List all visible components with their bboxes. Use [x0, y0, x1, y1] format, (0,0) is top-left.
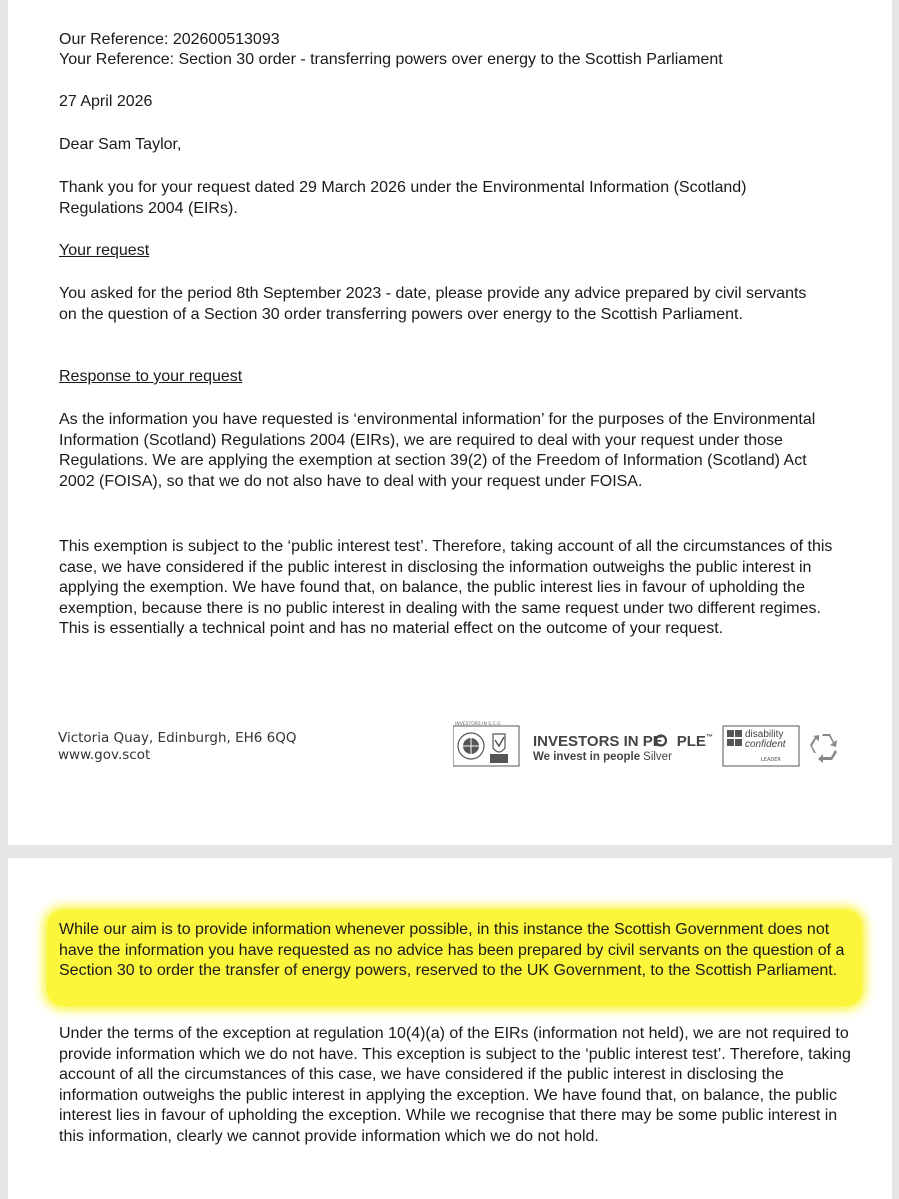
iso-accreditation-logo	[453, 721, 519, 766]
letter-page-2	[8, 858, 892, 1199]
highlighted-paragraph: While our aim is to provide information whenever possible, in this instance the Scottish Government does not have the information you have requested as no advice has been prepared by civil servants on the question of a Section 30 to order the transfer of energy powers, reserved to the UK Government, to the Scottish Parliament.	[59, 921, 845, 979]
recycle-icon	[810, 734, 837, 763]
svg-text:confident: confident	[745, 739, 786, 750]
response-paragraph-2: This exemption is subject to the ‘public interest test’. Therefore, taking account of all the circumstances of this case, we have considered if the public interest in disclosing the information outweighs the public interest in applying the exemption. We have found that, on balance, the public interest lies in favour of upholding the exemption, because there is no public interest in dealing with the same request under two different regimes. This is essentially a technical point and has no material effect on the outcome of your request.	[59, 538, 833, 637]
footer-address: Victoria Quay, Edinburgh, EH6 6QQ	[58, 730, 297, 746]
footer-address-block	[58, 730, 297, 764]
iso-text: INVESTORS IN S.C.G	[455, 722, 501, 727]
intro-paragraph: Thank you for your request dated 29 March 2026 under the Environmental Information (Scotland) Regulations 2004 (EIRs).	[59, 179, 747, 217]
footer-website: www.gov.scot	[58, 747, 151, 763]
iip-subtitle: We invest in people Silver	[533, 751, 672, 763]
iip-title: INVESTORS IN PE PLE™	[533, 733, 713, 750]
response-paragraph-1: As the information you have requested is ‘environmental information’ for the purposes of the Environmental Information (Scotland) Regulations 2004 (EIRs), we are required to deal with your request under those Regulations. We are applying the exemption at section 39(2) of the Freedom of Information (Scotland) Act 2002 (FOISA), so that we do not also have to deal with your request under FOISA.	[59, 411, 816, 490]
heading-response: Response to your request	[59, 368, 243, 385]
your-reference: Your Reference: Section 30 order - transferring powers over energy to the Scottish Parliament	[59, 51, 723, 68]
footer-logos	[453, 720, 853, 770]
svg-text:LEADER: LEADER	[761, 757, 781, 763]
disability-confident-logo	[723, 726, 799, 766]
salutation: Dear Sam Taylor,	[59, 136, 182, 153]
letter-date: 27 April 2026	[59, 93, 153, 110]
request-paragraph: You asked for the period 8th September 2023 - date, please provide any advice prepared by civil servants on the question of a Section 30 order transferring powers over energy to the Scottish Parliament.	[59, 285, 807, 323]
letter-page-1	[8, 0, 892, 845]
exception-paragraph: Under the terms of the exception at regulation 10(4)(a) of the EIRs (information not held), we are not required to provide information which we do not have. This exception is subject to the ‘public interest test’. Therefore, taking account of all the circumstances of this case, we have considered if the public interest in disclosing the information outweighs the public interest in applying the exception. We have found that, on balance, the public interest lies in favour of upholding the exception. While we recognise that there may be some public interest in this information, clearly we cannot provide information which we do not hold.	[59, 1025, 851, 1145]
heading-your-request: Your request	[59, 242, 150, 259]
svg-text:disability: disability	[745, 729, 784, 740]
our-reference: Our Reference: 202600513093	[59, 31, 280, 48]
